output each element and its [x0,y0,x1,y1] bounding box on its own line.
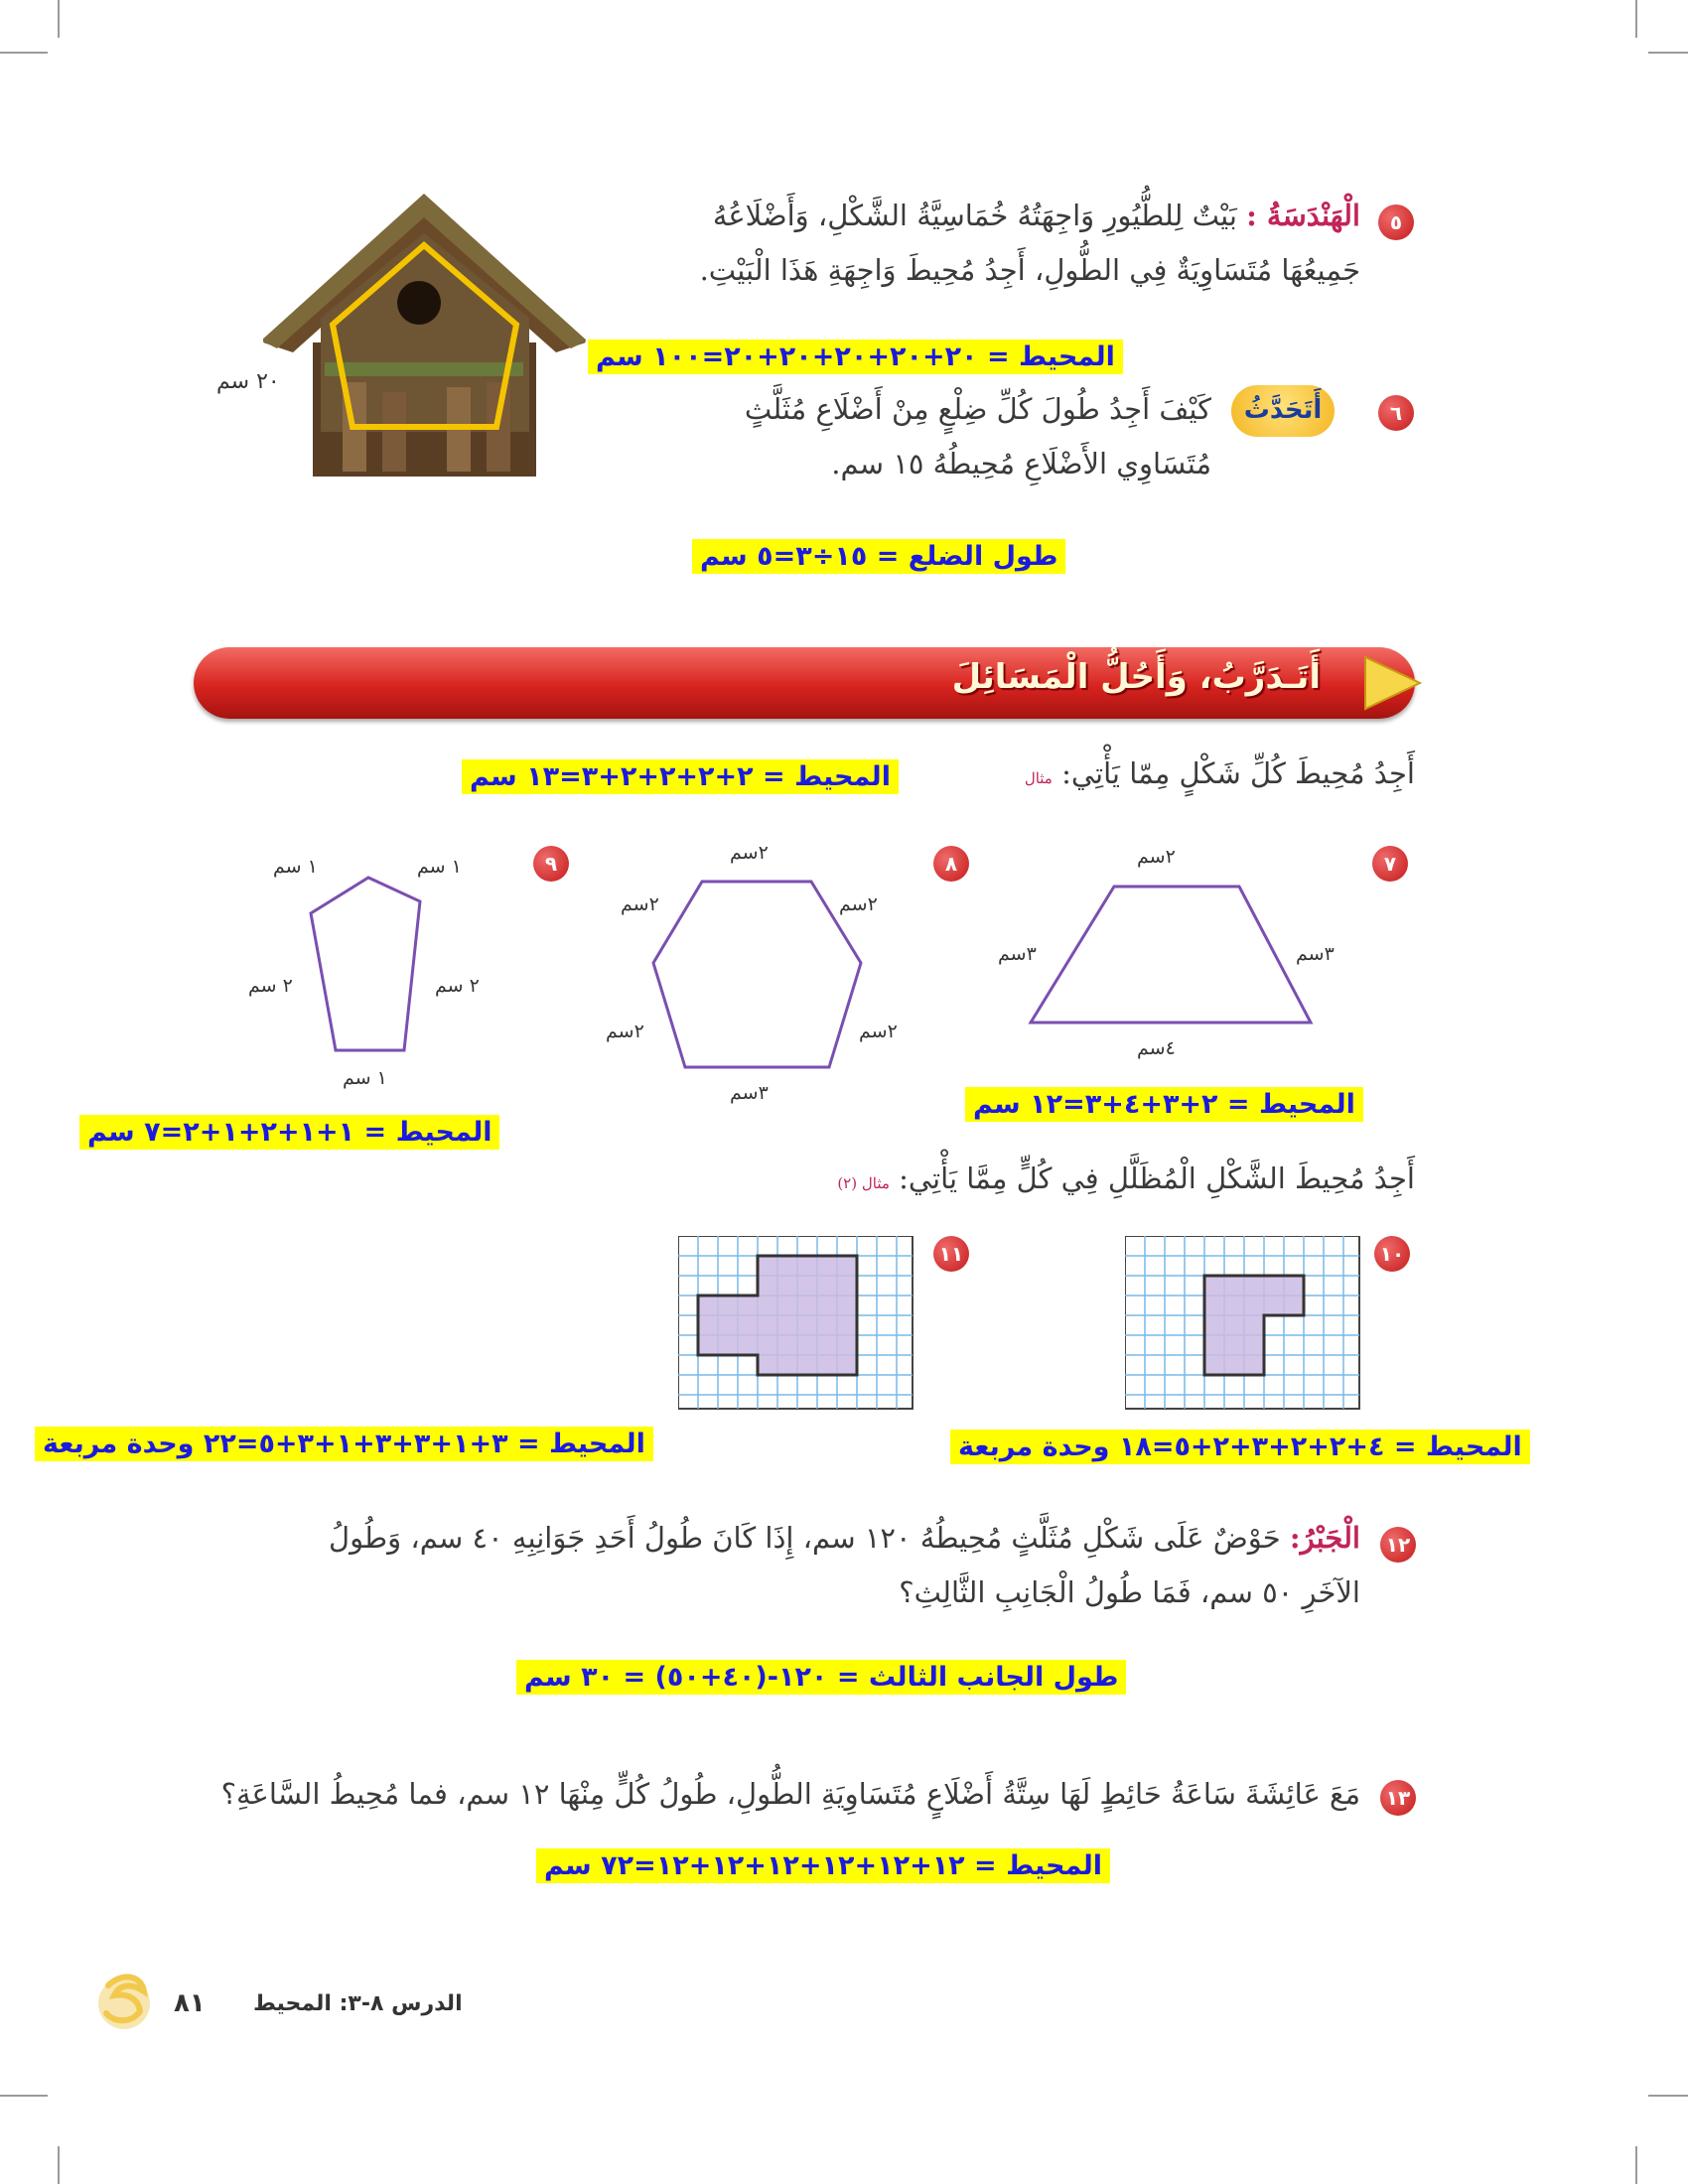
question-12-line-1: حَوْضٌ عَلَى شَكْلِ مُثَلَّثٍ مُحِيطُهُ ١٢٠ سم، إِذَا كَانَ طُولُ أَحَدِ جَوَانِبِهِ ٤٠ سم، وَطُولُ [329,1521,1281,1555]
crop-mark [58,2146,60,2184]
q7-right-label: ٣سم [1296,943,1335,965]
publisher-logo-icon [94,1966,164,2039]
question-13-line-1: مَعَ عَائِشَةَ سَاعَةُ حَائِطٍ لَهَا سِتَّةُ أَضْلَاعٍ مُتَسَاوِيَةِ الطُّولِ، طُولُ كُلٍّ مِنْهَا ١٢ سم، فما مُحِيطُ السَّاعَةِ؟ [220,1777,1360,1811]
answer-section-1: المحيط = ٢+٢+٢+٢+٣=١٣ سم [462,759,899,794]
question-6-line-1: كَيْفَ أَجِدُ طُولَ كُلِّ ضِلْعٍ مِنْ أَضْلَاعِ مُثَلَّثٍ [744,392,1211,426]
crop-mark [58,0,60,38]
answer-q9: المحيط = ١+١+٢+١+٢=٧ سم [79,1115,499,1150]
answer-q13: المحيط = ١٢+١٢+١٢+١٢+١٢+١٢=٧٢ سم [536,1848,1110,1883]
answer-q12: طول الجانب الثالث = ١٢٠-(٤٠+٥٠) = ٣٠ سم [516,1660,1126,1695]
banner-arrow-icon [1345,647,1425,723]
grid-figure-10 [1125,1236,1363,1417]
question-6-line-2: مُتَسَاوِي الأَضْلَاعِ مُحِيطُهُ ١٥ سم. [831,447,1211,481]
lesson-title: الدرس ٨-٣: المحيط [253,1991,463,2016]
banner-title: أَتَـدَرَّبُ، وَأَحُلُّ الْمَسَائِلَ [951,657,1321,697]
example-ref: مثال [1024,769,1053,787]
question-6-text [616,382,1211,491]
crop-mark [1635,2146,1637,2184]
q8-upper-right-label: ٢سم [839,893,878,915]
pentagon-shape [303,874,432,1061]
trapezoid-shape [1023,879,1321,1031]
grid-figure-11 [678,1236,916,1417]
question-number-6: ٦ [1378,395,1414,431]
q9-upper-right-label: ١ سم [417,856,462,878]
talk-badge: أَتَحَدَّثُ [1231,385,1335,437]
q8-top-label: ٢سم [730,842,769,864]
section-1-instruction [1025,747,1415,801]
crop-mark [0,52,48,54]
section-2-instruction [837,1152,1415,1206]
q8-upper-left-label: ٢سم [621,893,659,915]
question-number-10: ١٠ [1374,1236,1410,1272]
q7-left-label: ٣سم [998,943,1037,965]
question-number-13: ١٣ [1380,1780,1416,1816]
question-12-text [189,1511,1360,1620]
crop-mark [1635,0,1637,38]
question-5-text [665,189,1360,298]
answer-q7: المحيط = ٢+٣+٤+٣=١٢ سم [965,1087,1363,1122]
answer-q5: المحيط = ٢٠+٢٠+٢٠+٢٠+٢٠=١٠٠ سم [588,340,1123,374]
q9-right-label: ٢ سم [435,975,480,997]
question-number-11: ١١ [933,1236,969,1272]
q7-top-label: ٢سم [1137,846,1176,868]
answer-q6: طول الضلع = ١٥÷٣=٥ سم [692,539,1065,574]
q9-upper-left-label: ١ سم [273,856,318,878]
crop-mark [1648,2095,1688,2097]
question-12-line-2: الآخَرِ ٥٠ سم، فَمَا طُولُ الْجَانِبِ الثَّالِثِ؟ [899,1575,1360,1610]
q8-lower-left-label: ٢سم [606,1021,644,1042]
q9-left-label: ٢ سم [248,975,293,997]
q8-bottom-label: ٣سم [730,1082,769,1104]
practice-banner [194,647,1415,719]
answer-q10: المحيط = ٤+٢+٢+٣+٢+٥=١٨ وحدة مربعة [950,1430,1530,1464]
question-number-7: ٧ [1372,846,1408,882]
geometry-keyword: الْهَنْدَسَةُ : [1246,199,1360,232]
q7-bottom-label: ٤سم [1137,1037,1176,1059]
crop-mark [1648,52,1688,54]
birdhouse-image [263,194,586,481]
question-number-9: ٩ [533,846,569,882]
question-5-line-2: جَمِيعُهَا مُتَسَاوِيَةٌ فِي الطُّولِ، أَجِدُ مُحِيطَ وَاجِهَةِ هَذَا الْبَيْتِ. [699,253,1360,288]
birdhouse-side-label: ٢٠ سم [216,369,280,394]
page-number: ٨١ [174,1988,206,2018]
question-5-line-1: بَيْتٌ لِلطُّيُورِ وَاجِهَتُهُ خُمَاسِيَّةُ الشَّكْلِ، وَأَضْلَاعُهُ [712,199,1237,232]
algebra-keyword: الْجَبْرُ: [1289,1521,1360,1555]
section-1-text: أَجِدُ مُحِيطَ كُلِّ شَكْلٍ مِمّا يَأْتِي: [1061,756,1415,790]
question-number-8: ٨ [933,846,969,882]
question-number-12: ١٢ [1380,1527,1416,1563]
q9-bottom-label: ١ سم [343,1067,387,1089]
crop-mark [0,2095,48,2097]
answer-q11: المحيط = ٣+١+٣+٣+١+٣+٥=٢٢ وحدة مربعة [35,1427,653,1461]
question-number-5: ٥ [1378,205,1414,240]
q8-lower-right-label: ٢سم [859,1021,898,1042]
section-2-text: أَجِدُ مُحِيطَ الشَّكْلِ الْمُظَلَّلِ فِي كُلٍّ مِمَّا يَأْتِي: [899,1161,1415,1195]
example-ref-2: مثال (٢) [837,1174,890,1192]
question-13-text [189,1767,1360,1822]
